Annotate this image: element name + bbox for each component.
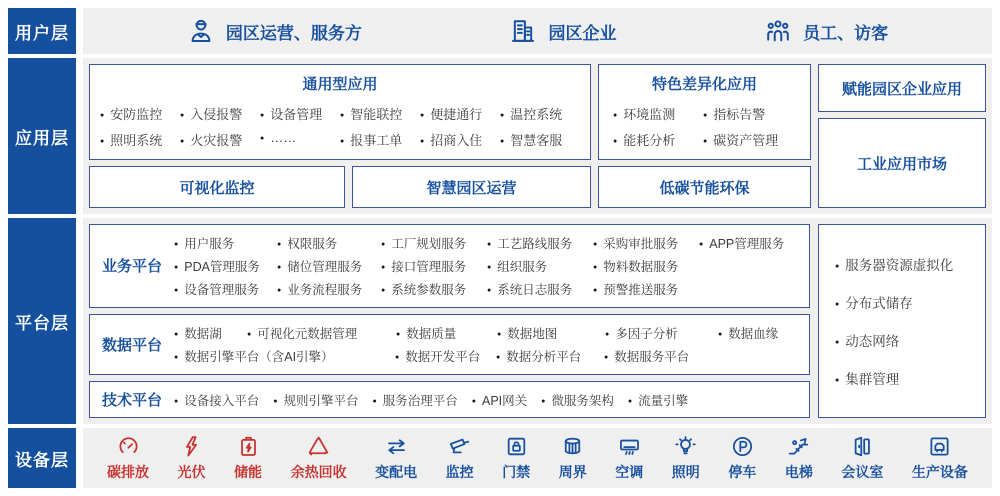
device-waste-heat-recovery (291, 434, 347, 482)
device-label: 会议室 (841, 464, 884, 480)
ac-icon (617, 434, 642, 459)
app-item: ● 入侵报警 (180, 104, 260, 123)
app-item: ● 碳资产管理 (703, 130, 796, 149)
service-item: ● 数据地图 (497, 324, 605, 342)
business-platform-box (89, 224, 810, 308)
device-label: 照明 (671, 464, 700, 480)
service-item: ● 组织服务 (487, 257, 593, 275)
service-item: ● 数据湖 (174, 324, 247, 342)
device-label: 电梯 (784, 464, 813, 480)
service-item: ● 数据血缘 (718, 324, 803, 342)
service-item: ● 预警推送服务 (593, 280, 699, 298)
device-perimeter (559, 434, 587, 482)
app-item: ● 智慧客服 (500, 130, 580, 149)
special-apps-list (613, 96, 796, 157)
people-icon (764, 17, 792, 45)
service-item: ● 系统日志服务 (487, 280, 593, 298)
service-item: ● 用户服务 (174, 234, 277, 252)
parking-icon (730, 434, 755, 459)
worker-icon (187, 17, 215, 45)
device-label: 变配电 (375, 464, 418, 480)
user-group-operators (187, 17, 362, 45)
special-apps-box (598, 64, 811, 160)
building-icon (509, 17, 537, 45)
device-label: 监控 (445, 464, 474, 480)
business-services-row (174, 234, 803, 252)
device-label: 光伏 (177, 464, 206, 480)
application-layer-row (8, 58, 992, 214)
app-item: ● 报事工单 (340, 130, 420, 149)
user-group-label: 员工、访客 (803, 23, 889, 43)
user-layer-panel (83, 8, 992, 54)
cctv-icon (447, 434, 472, 459)
service-item: ● 数据分析平台 (496, 347, 604, 365)
user-layer-label: 用户层 (8, 8, 76, 54)
device-power-distribution (375, 434, 417, 482)
low-carbon-banner: 低碳节能环保 (598, 166, 811, 208)
device-production-equipment (912, 434, 968, 482)
app-item: ● 能耗分析 (613, 130, 703, 149)
smart-park-operation-banner: 智慧园区运营 (352, 166, 591, 208)
device-lighting (672, 434, 700, 482)
bolt-icon (179, 434, 204, 459)
platform-layer-panel (83, 218, 992, 424)
device-label: 周界 (558, 464, 587, 480)
service-item: ● 储位管理服务 (277, 257, 381, 275)
device-label: 碳排放 (107, 464, 149, 480)
lock-icon (504, 434, 529, 459)
app-item: ● 智能联控 (340, 104, 420, 123)
bulb-icon (673, 434, 698, 459)
platform-stack (89, 224, 810, 418)
service-item: ● 工艺路线服务 (487, 234, 593, 252)
device-solar (178, 434, 206, 482)
app-item: ● 设备管理 (260, 104, 340, 123)
service-item: ● 流量引擎 (628, 391, 688, 409)
data-services-row (174, 324, 803, 342)
device-surveillance (446, 434, 474, 482)
tech-platform-label: 技术平台 (101, 392, 162, 409)
device-label: 生产设备 (911, 464, 968, 480)
device-label: 空调 (615, 464, 644, 480)
device-meeting-room (841, 434, 883, 482)
device-label: 储能 (234, 464, 263, 480)
service-item: ● 服务治理平台 (373, 391, 458, 409)
application-layer-panel (83, 58, 992, 214)
service-item: ● 权限服务 (277, 234, 381, 252)
user-group-label: 园区企业 (548, 23, 617, 43)
escalator-icon (786, 434, 811, 459)
app-item: ● …… (260, 130, 340, 149)
business-platform-label: 业务平台 (101, 258, 162, 276)
app-item: ● 便捷通行 (420, 104, 500, 123)
exchange-arrows-icon (384, 434, 409, 459)
device-layer-panel (83, 428, 992, 488)
app-right-column (818, 64, 986, 208)
service-item: ● API网关 (472, 391, 527, 409)
industrial-market-box: 工业应用市场 (818, 118, 986, 208)
service-item: ● 设备接入平台 (174, 391, 259, 409)
app-general-column (89, 64, 591, 208)
service-item: ● APP管理服务 (699, 234, 803, 252)
tech-services-row (174, 391, 803, 409)
app-item: ● 环境监测 (613, 104, 703, 123)
device-parking (728, 434, 756, 482)
user-group-label: 园区运营、服务方 (225, 23, 362, 43)
user-group-visitors (764, 17, 888, 45)
visual-monitoring-banner: 可视化监控 (89, 166, 345, 208)
perimeter-drum-icon (560, 434, 585, 459)
business-services-row (174, 257, 803, 275)
business-services-row (174, 280, 803, 298)
data-platform-label: 数据平台 (101, 336, 162, 354)
recycle-icon (306, 434, 331, 459)
general-apps-row (100, 130, 580, 149)
infra-item: ● 服务器资源虚拟化 (835, 254, 969, 274)
special-apps-row (613, 104, 796, 123)
application-layer-label: 应用层 (8, 58, 76, 214)
service-item: ● 系统参数服务 (381, 280, 487, 298)
tech-platform-box (89, 381, 810, 418)
device-access-control (502, 434, 530, 482)
battery-storage-icon (236, 434, 261, 459)
service-item: ● 数据质量 (396, 324, 497, 342)
tech-platform-services (174, 382, 809, 417)
service-item: ● 多因子分析 (605, 324, 718, 342)
user-layer-row (8, 8, 992, 54)
service-item: ● 采购审批服务 (593, 234, 699, 252)
service-item: ● 设备管理服务 (174, 280, 277, 298)
app-item: ● 火灾报警 (180, 130, 260, 149)
app-item: ● 安防监控 (100, 104, 180, 123)
service-item: ● PDA管理服务 (174, 257, 277, 275)
platform-layer-row (8, 218, 992, 424)
service-item: ● 物料数据服务 (593, 257, 699, 275)
service-item: ● 工厂规划服务 (381, 234, 487, 252)
app-special-column (598, 64, 811, 208)
general-apps-list (100, 96, 580, 157)
device-label: 余热回收 (290, 464, 347, 480)
device-layer-row (8, 428, 992, 488)
service-item: ● 数据开发平台 (395, 347, 496, 365)
special-apps-title: 特色差异化应用 (651, 76, 757, 93)
machine-icon (927, 434, 952, 459)
general-apps-title: 通用型应用 (302, 76, 378, 93)
service-item: ● 数据服务平台 (604, 347, 803, 365)
general-apps-box (89, 64, 591, 160)
app-item: ● 招商入住 (420, 130, 500, 149)
data-services-row (174, 347, 803, 365)
data-platform-services (174, 315, 809, 374)
device-energy-storage (234, 434, 262, 482)
general-apps-row (100, 104, 580, 123)
app-banner-row (89, 166, 591, 208)
infra-item: ● 动态网络 (835, 330, 969, 350)
service-item: ● 可视化元数据管理 (247, 324, 396, 342)
service-item: ● 微服务架构 (541, 391, 614, 409)
empower-apps-box: 赋能园区企业应用 (818, 64, 986, 112)
infrastructure-box (818, 224, 986, 418)
business-platform-services (174, 225, 809, 307)
service-item: ● 业务流程服务 (277, 280, 381, 298)
device-label: 停车 (728, 464, 757, 480)
device-carbon-emission (107, 434, 149, 482)
service-item: ● 规则引擎平台 (273, 391, 358, 409)
door-icon (850, 434, 875, 459)
gauge-icon (116, 434, 141, 459)
infra-item: ● 分布式储存 (835, 292, 969, 312)
special-apps-row (613, 130, 796, 149)
device-elevator (785, 434, 813, 482)
data-platform-box (89, 314, 810, 375)
device-layer-label: 设备层 (8, 428, 76, 488)
user-group-enterprises (509, 17, 616, 45)
app-item: ● 指标告警 (703, 104, 796, 123)
app-item: ● 温控系统 (500, 104, 580, 123)
app-item: ● 照明系统 (100, 130, 180, 149)
service-item: ● 数据引擎平台（含AI引擎） (174, 347, 395, 365)
device-label: 门禁 (502, 464, 531, 480)
service-item: ● 接口管理服务 (381, 257, 487, 275)
infra-item: ● 集群管理 (835, 368, 969, 388)
device-air-conditioning (615, 434, 643, 482)
platform-layer-label: 平台层 (8, 218, 76, 424)
